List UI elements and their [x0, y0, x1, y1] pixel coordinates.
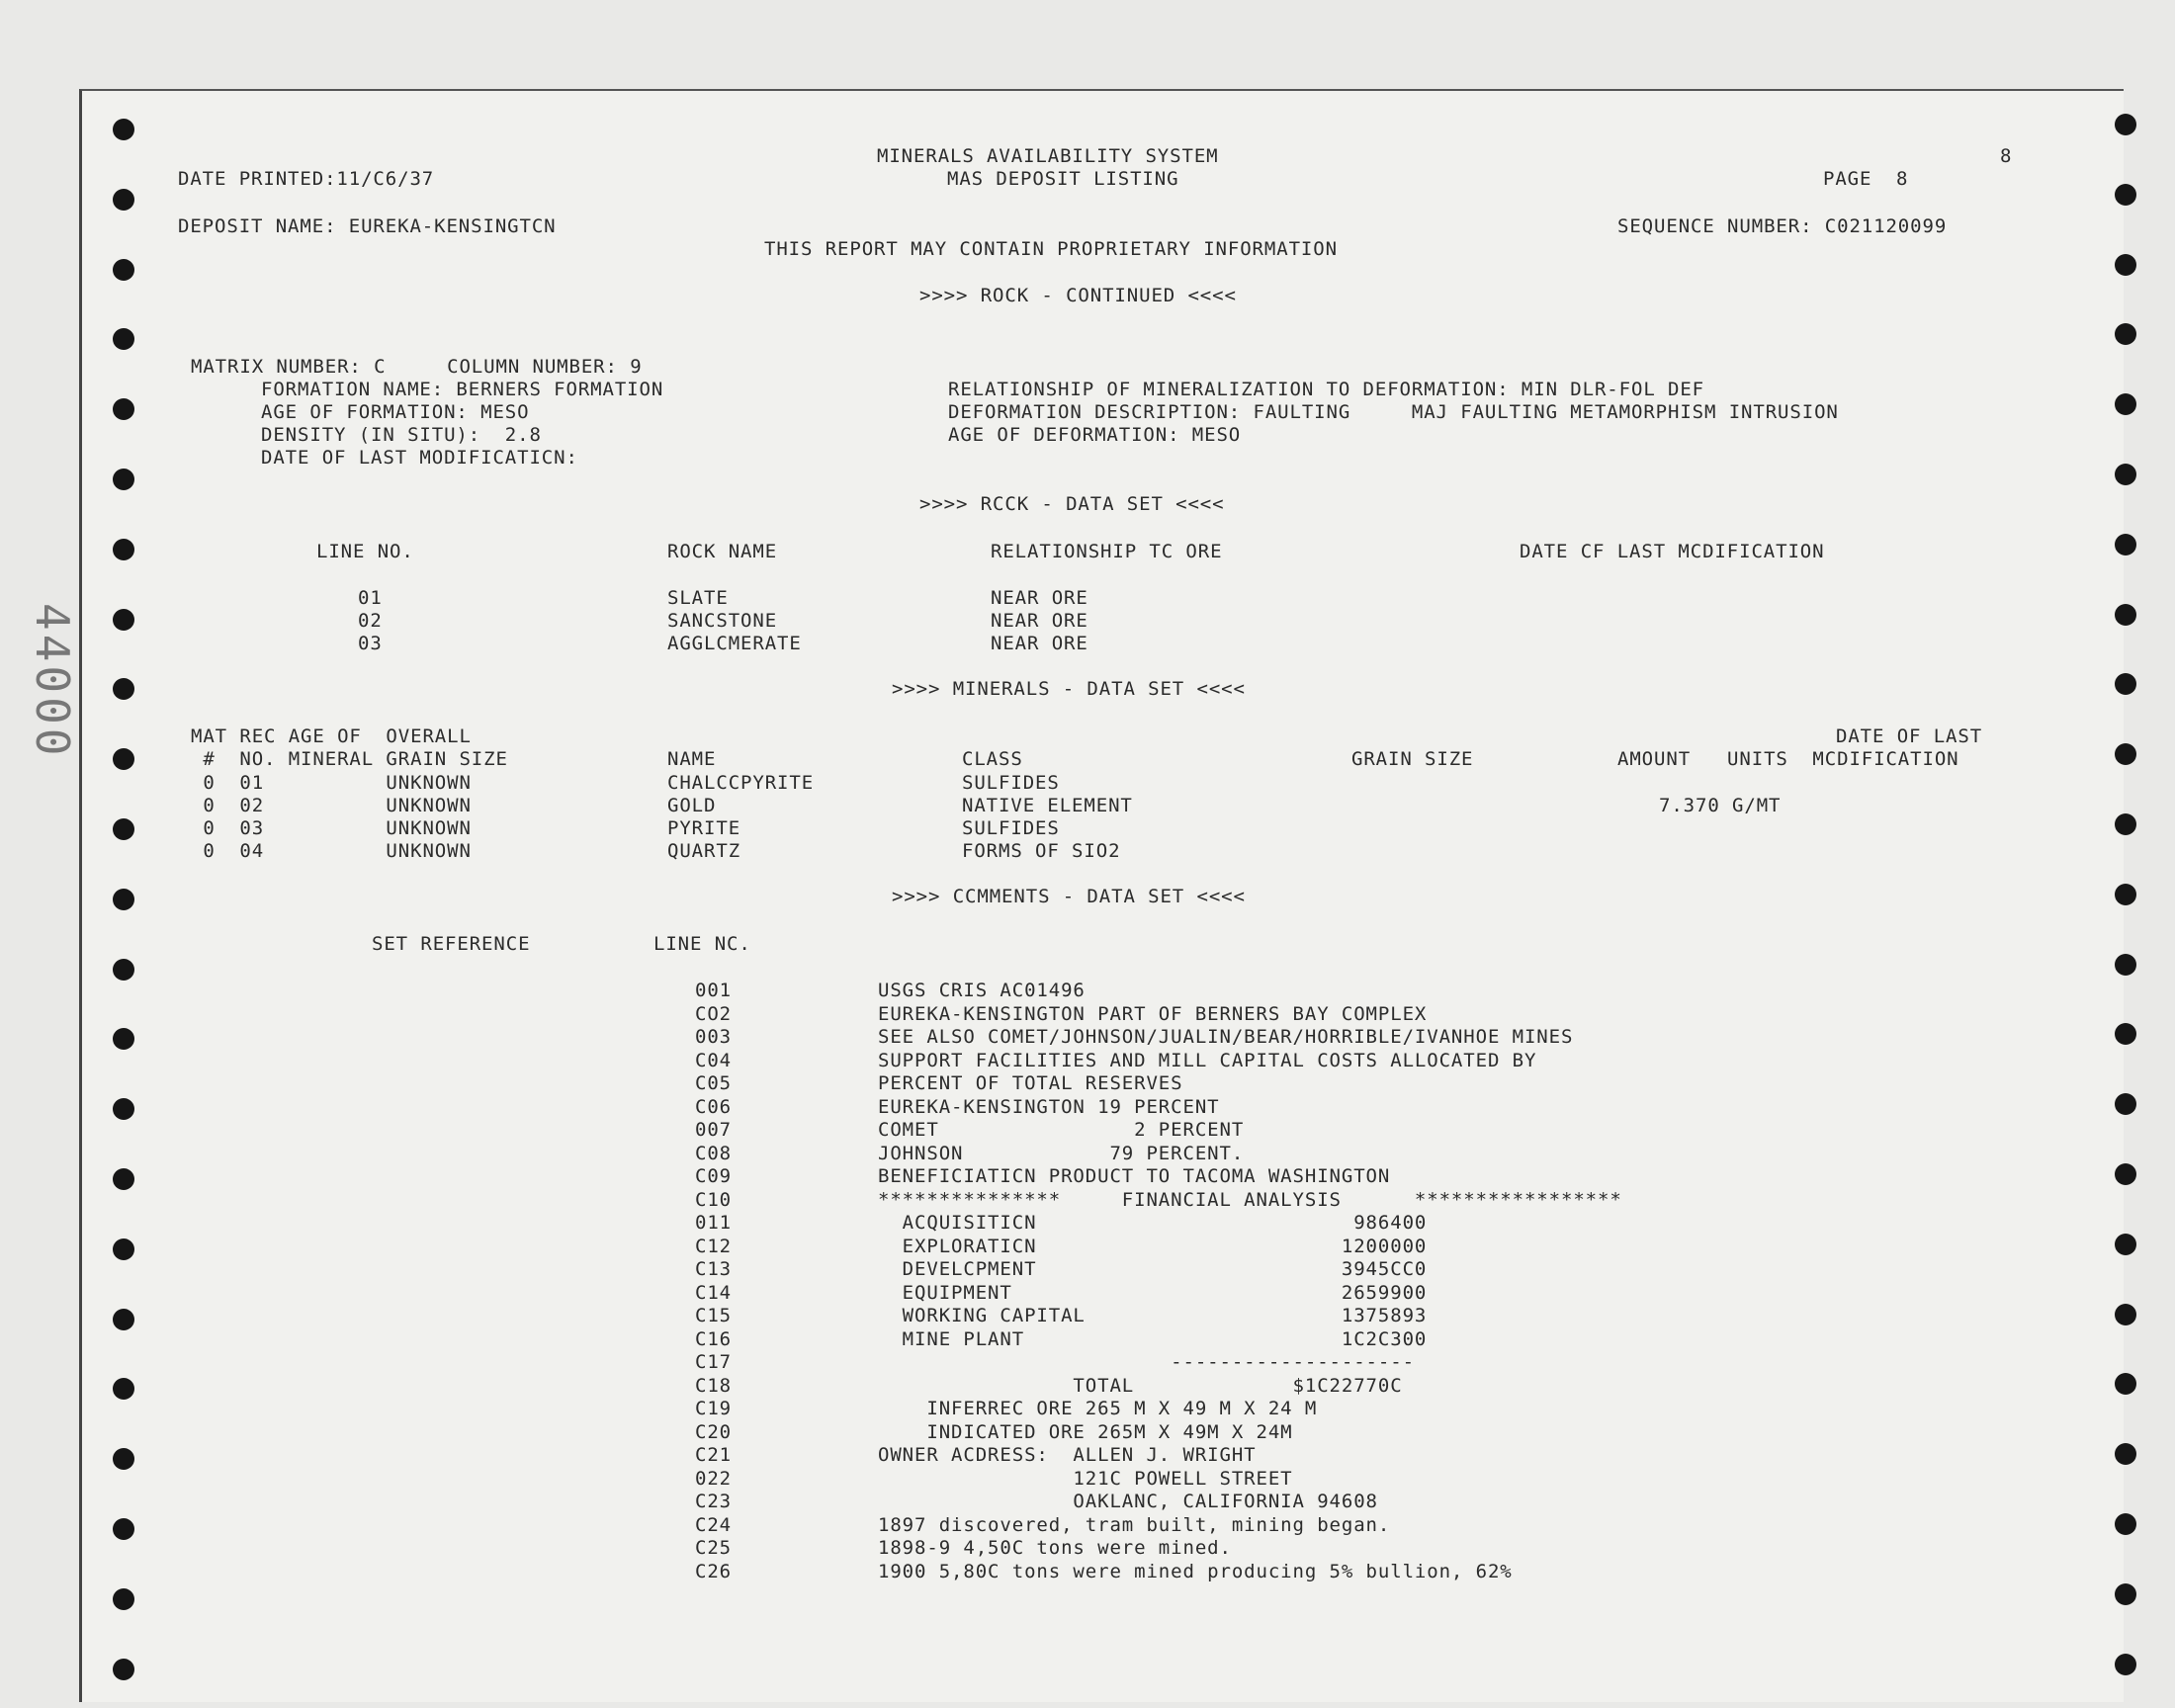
feed-hole	[2115, 393, 2136, 415]
comment-text: COMET 2 PERCENT	[878, 1119, 1245, 1141]
minerals-header-date: DATE OF LAST	[1836, 726, 1983, 747]
comment-line-no: C24	[695, 1513, 733, 1536]
margin-stamp: 44000	[26, 603, 79, 760]
mineral-class: SULFIDES	[962, 772, 1060, 794]
feed-hole	[113, 469, 134, 490]
comment-text: ACQUISITICN 986400	[878, 1212, 1428, 1234]
age-of-formation: AGE OF FORMATION: MESO	[261, 401, 530, 423]
comment-line-no: 022	[695, 1467, 733, 1490]
comment-line-no: C26	[695, 1560, 733, 1582]
comment-line-no: C20	[695, 1420, 733, 1443]
rock-relationship: NEAR ORE	[991, 633, 1088, 654]
comment-text: SUPPORT FACILITIES AND MILL CAPITAL COSTS ALLOCATED BY	[878, 1049, 1537, 1071]
feed-hole	[2115, 1234, 2136, 1255]
comment-text: 1900 5,80C tons were mined producing 5% bullion, 62%	[878, 1560, 1513, 1582]
comment-line-no: C16	[695, 1327, 733, 1350]
comment-line-no: C08	[695, 1142, 733, 1164]
feed-hole	[2115, 1654, 2136, 1675]
comment-text: TOTAL $1C22770C	[878, 1374, 1403, 1397]
date-printed: DATE PRINTED:11/C6/37	[178, 168, 435, 190]
minerals-col-class: CLASS	[962, 748, 1023, 770]
comment-line-no: C12	[695, 1235, 733, 1257]
minerals-col-amount: AMOUNT UNITS MCDIFICATION	[1617, 748, 1959, 770]
minerals-col-name: NAME	[667, 748, 717, 770]
corner-number: 8	[2000, 145, 2013, 167]
feed-hole	[2115, 813, 2136, 835]
minerals-heading: >>>> MINERALS - DATA SET <<<<	[892, 678, 1246, 700]
feed-hole	[2115, 1093, 2136, 1115]
feed-hole	[2115, 954, 2136, 976]
comments-col-line-no: LINE NC.	[653, 933, 751, 955]
rock-col-date: DATE CF LAST MCDIFICATION	[1520, 541, 1825, 562]
rock-data-set-heading: >>>> RCCK - DATA SET <<<<	[919, 493, 1225, 515]
comment-line-no: C06	[695, 1095, 733, 1118]
minerals-header-2: # NO. MINERAL GRAIN SIZE	[191, 748, 508, 770]
comment-line-no: C05	[695, 1072, 733, 1094]
comment-text: OAKLANC, CALIFORNIA 94608	[878, 1491, 1378, 1512]
feed-hole	[113, 1588, 134, 1610]
comment-text: INDICATED ORE 265M X 49M X 24M	[878, 1420, 1293, 1443]
comment-text: BENEFICIATICN PRODUCT TO TACOMA WASHINGTON	[878, 1165, 1391, 1187]
feed-hole	[113, 889, 134, 910]
feed-hole	[2115, 604, 2136, 626]
age-of-deformation: AGE OF DEFORMATION: MESO	[948, 424, 1242, 446]
comment-text: DEVELCPMENT 3945CC0	[878, 1258, 1428, 1280]
mineral-lead: 0 01 UNKNOWN	[191, 772, 472, 794]
mineral-class: SULFIDES	[962, 817, 1060, 839]
mineral-name: CHALCCPYRITE	[667, 772, 815, 794]
rock-line-no: 01	[358, 587, 383, 609]
mineral-lead: 0 04 UNKNOWN	[191, 840, 472, 862]
feed-hole	[113, 1518, 134, 1540]
density: DENSITY (IN SITU): 2.8	[261, 424, 542, 446]
feed-hole	[2115, 743, 2136, 765]
mineral-name: GOLD	[667, 795, 717, 816]
feed-hole	[2115, 464, 2136, 485]
mineral-lead: 0 03 UNKNOWN	[191, 817, 472, 839]
comment-text: JOHNSON 79 PERCENT.	[878, 1142, 1245, 1164]
comment-line-no: C10	[695, 1188, 733, 1211]
comments-heading: >>>> CCMMENTS - DATA SET <<<<	[892, 886, 1246, 907]
comment-text: EUREKA-KENSINGTON 19 PERCENT	[878, 1095, 1220, 1118]
comment-line-no: C17	[695, 1351, 733, 1373]
listing-title: MAS DEPOSIT LISTING	[947, 168, 1179, 190]
comment-line-no: C15	[695, 1305, 733, 1326]
rock-relationship: NEAR ORE	[991, 587, 1088, 609]
feed-hole	[2115, 1304, 2136, 1325]
deposit-name: DEPOSIT NAME: EUREKA-KENSINGTCN	[178, 215, 557, 237]
comment-line-no: 011	[695, 1212, 733, 1234]
comment-line-no: 007	[695, 1119, 733, 1141]
comment-text: INFERREC ORE 265 M X 49 M X 24 M	[878, 1398, 1318, 1419]
comment-text: 1897 discovered, tram built, mining began.	[878, 1513, 1391, 1536]
feed-hole	[2115, 184, 2136, 206]
feed-hole	[113, 1309, 134, 1330]
comment-line-no: CO2	[695, 1002, 733, 1025]
comment-text: WORKING CAPITAL 1375893	[878, 1305, 1428, 1326]
minerals-col-grain-size: GRAIN SIZE	[1351, 748, 1474, 770]
comment-text: *************** FINANCIAL ANALYSIS *****************	[878, 1188, 1622, 1211]
rock-name: AGGLCMERATE	[667, 633, 802, 654]
comment-line-no: C23	[695, 1491, 733, 1512]
feed-hole	[2115, 1023, 2136, 1045]
feed-hole	[113, 539, 134, 560]
feed-hole	[113, 959, 134, 981]
mineral-lead: 0 02 UNKNOWN	[191, 795, 472, 816]
comment-text: EUREKA-KENSINGTON PART OF BERNERS BAY COMPLEX	[878, 1002, 1428, 1025]
sequence-number: SEQUENCE NUMBER: C021120099	[1617, 215, 1948, 237]
mineral-name: PYRITE	[667, 817, 741, 839]
feed-hole	[2115, 1583, 2136, 1605]
rock-col-rock-name: ROCK NAME	[667, 541, 778, 562]
feed-hole	[113, 1238, 134, 1260]
comments-col-set-reference: SET REFERENCE	[372, 933, 531, 955]
feed-hole	[113, 818, 134, 840]
comment-text: OWNER ACDRESS: ALLEN J. WRIGHT	[878, 1444, 1257, 1466]
feed-hole	[2115, 1443, 2136, 1465]
formation-name: FORMATION NAME: BERNERS FORMATION	[261, 379, 664, 400]
feed-hole	[113, 1659, 134, 1680]
feed-hole	[2115, 323, 2136, 345]
proprietary-notice: THIS REPORT MAY CONTAIN PROPRIETARY INFORMATION	[764, 238, 1338, 260]
feed-hole	[113, 119, 134, 140]
rock-name: SANCSTONE	[667, 610, 778, 632]
mineral-class: FORMS OF SIO2	[962, 840, 1121, 862]
comment-line-no: 001	[695, 980, 733, 1001]
rock-name: SLATE	[667, 587, 729, 609]
rock-continued-heading: >>>> ROCK - CONTINUED <<<<	[919, 285, 1237, 306]
comment-line-no: C21	[695, 1444, 733, 1466]
feed-hole	[2115, 114, 2136, 135]
rock-col-relationship: RELATIONSHIP TC ORE	[991, 541, 1223, 562]
matrix-line: MATRIX NUMBER: C COLUMN NUMBER: 9	[191, 356, 643, 378]
feed-hole	[2115, 534, 2136, 555]
minerals-header-1: MAT REC AGE OF OVERALL	[191, 726, 472, 747]
comment-text: MINE PLANT 1C2C300	[878, 1327, 1428, 1350]
comment-line-no: C18	[695, 1374, 733, 1397]
comment-text: --------------------	[878, 1351, 1415, 1373]
comment-line-no: C19	[695, 1398, 733, 1419]
comment-line-no: 003	[695, 1026, 733, 1048]
comment-text: SEE ALSO COMET/JOHNSON/JUALIN/BEAR/HORRIBLE/IVANHOE MINES	[878, 1026, 1574, 1048]
comment-text: PERCENT OF TOTAL RESERVES	[878, 1072, 1183, 1094]
rock-line-no: 02	[358, 610, 383, 632]
mineral-name: QUARTZ	[667, 840, 741, 862]
date-last-modification: DATE OF LAST MODIFICATICN:	[261, 447, 578, 469]
comment-text: 121C POWELL STREET	[878, 1467, 1293, 1490]
system-title: MINERALS AVAILABILITY SYSTEM	[877, 145, 1219, 167]
feed-hole	[2115, 254, 2136, 276]
feed-hole	[113, 1168, 134, 1190]
mineral-class: NATIVE ELEMENT	[962, 795, 1133, 816]
feed-hole	[113, 259, 134, 281]
comment-text: 1898-9 4,50C tons were mined.	[878, 1537, 1232, 1559]
comment-line-no: C04	[695, 1049, 733, 1071]
comment-line-no: C25	[695, 1537, 733, 1559]
feed-hole	[2115, 1513, 2136, 1535]
mineral-amount: 7.370 G/MT	[1659, 795, 1782, 816]
rock-relationship: NEAR ORE	[991, 610, 1088, 632]
comment-text: EXPLORATICN 1200000	[878, 1235, 1428, 1257]
comment-text: EQUIPMENT 2659900	[878, 1281, 1428, 1304]
page-label: PAGE 8	[1823, 168, 1909, 190]
relationship-to-deformation: RELATIONSHIP OF MINERALIZATION TO DEFORMATION: MIN DLR-FOL DEF	[948, 379, 1705, 400]
comment-line-no: C13	[695, 1258, 733, 1280]
feed-hole	[2115, 1373, 2136, 1395]
comment-line-no: C09	[695, 1165, 733, 1187]
feed-hole	[113, 189, 134, 211]
rock-line-no: 03	[358, 633, 383, 654]
feed-hole	[2115, 884, 2136, 905]
feed-hole	[113, 609, 134, 631]
comment-line-no: C14	[695, 1281, 733, 1304]
deformation-description: DEFORMATION DESCRIPTION: FAULTING MAJ FAULTING METAMORPHISM INTRUSION	[948, 401, 1839, 423]
comment-text: USGS CRIS AC01496	[878, 980, 1086, 1001]
feed-hole	[2115, 1163, 2136, 1185]
feed-hole	[2115, 673, 2136, 695]
rock-col-line-no: LINE NO.	[316, 541, 414, 562]
